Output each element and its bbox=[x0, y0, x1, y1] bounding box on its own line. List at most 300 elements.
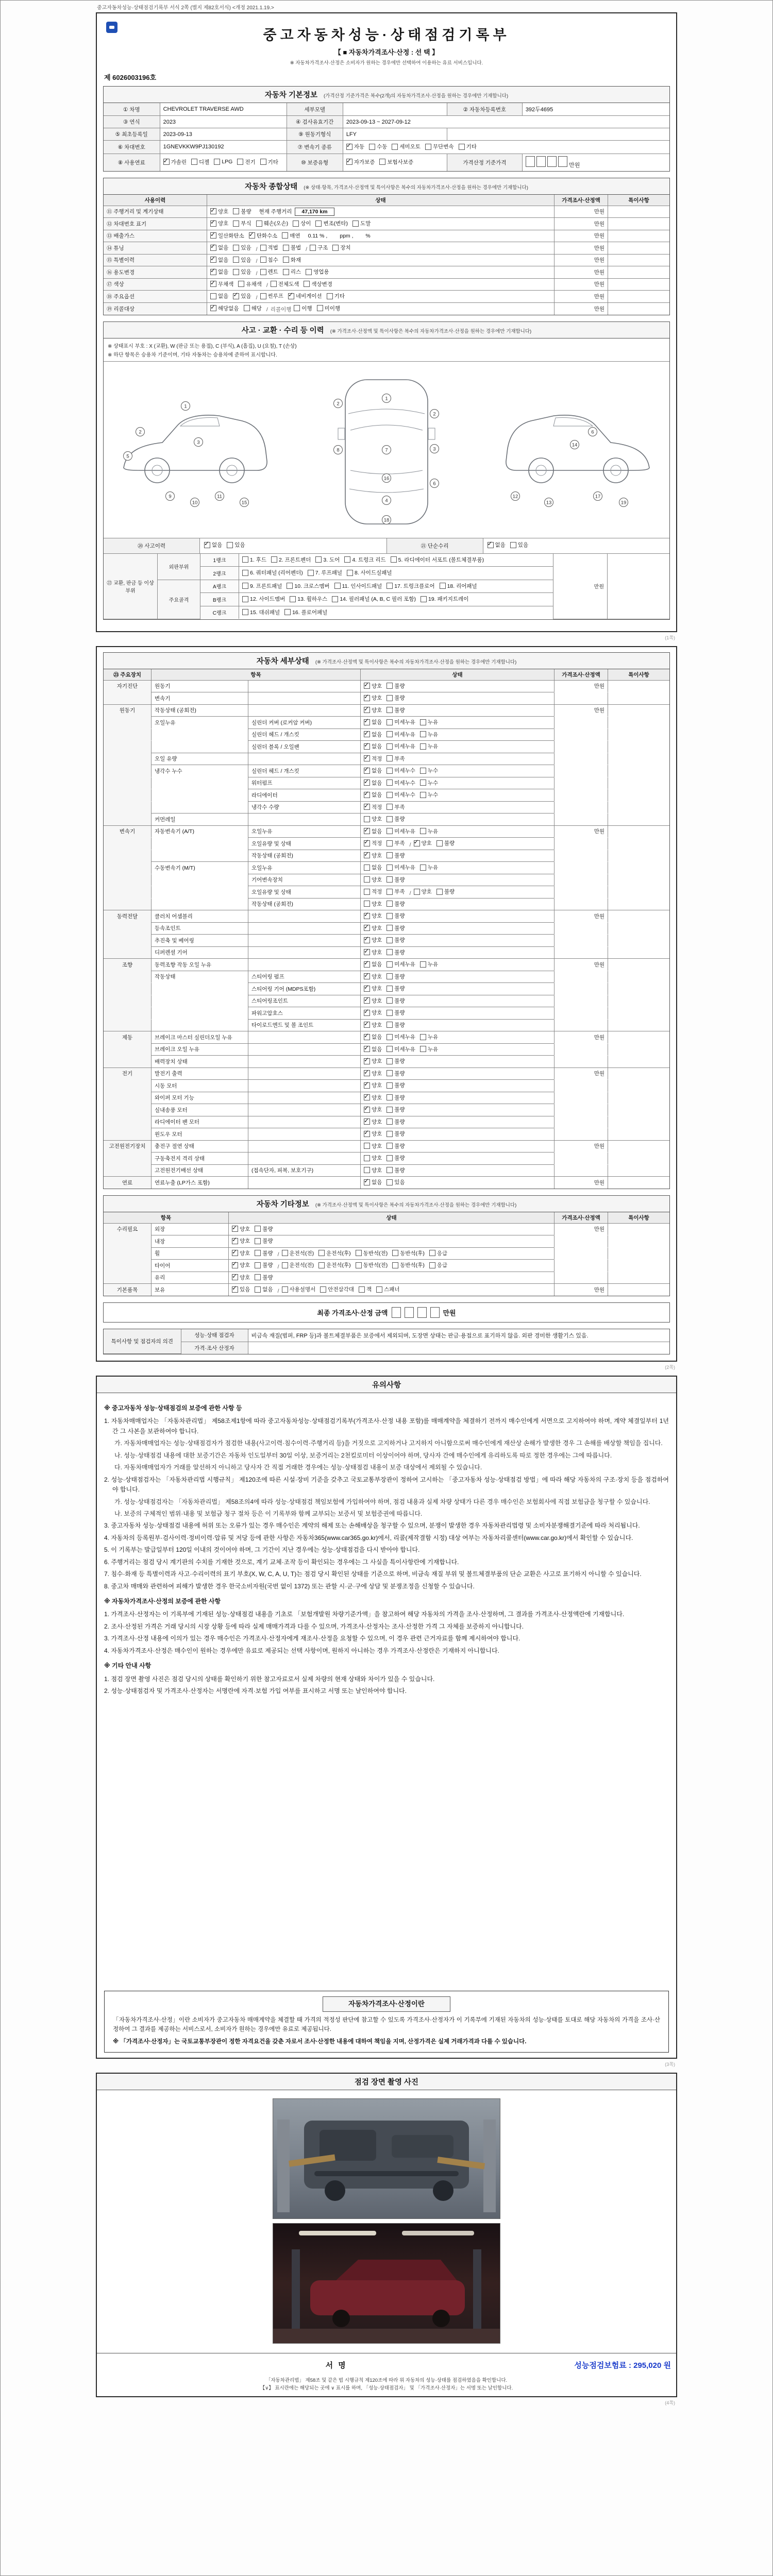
table-row bbox=[104, 861, 669, 874]
checkbox-icon bbox=[364, 1058, 370, 1064]
status-cell bbox=[360, 861, 554, 874]
checkbox-icon bbox=[364, 1131, 370, 1137]
checkbox-option bbox=[386, 1154, 405, 1162]
checkbox-icon bbox=[210, 232, 216, 239]
legend-line: ※ 하단 항목은 승용차 기준이며, 기타 자동차는 승용차에 준하여 표시합니다. bbox=[108, 352, 277, 358]
status-cell bbox=[360, 740, 554, 753]
checkbox-icon bbox=[386, 743, 393, 750]
table-row bbox=[104, 813, 669, 825]
table-row bbox=[104, 266, 669, 278]
remark-cell bbox=[608, 898, 669, 910]
option-label: 누유 bbox=[427, 961, 439, 968]
checkbox-icon bbox=[386, 937, 393, 943]
checkbox-option bbox=[429, 1249, 447, 1257]
checkbox-icon bbox=[282, 1262, 288, 1268]
checkbox-option bbox=[210, 280, 233, 288]
price-digit-box bbox=[430, 1307, 440, 1318]
table-row bbox=[104, 1079, 669, 1092]
option-label: 없음 bbox=[372, 865, 382, 871]
option-label: 있음 bbox=[241, 257, 251, 263]
checkbox-option bbox=[255, 1237, 273, 1245]
option-label: 불량 bbox=[394, 852, 405, 859]
empty-cell bbox=[447, 128, 669, 141]
rank-label: 1랭크 bbox=[200, 554, 239, 567]
price-digit-box bbox=[405, 1307, 414, 1318]
checkbox-option bbox=[334, 582, 382, 590]
part-cell: (접속단자, 피복, 보호기구) bbox=[248, 1164, 360, 1177]
field-label: ② 자동차등록번호 bbox=[447, 103, 522, 116]
column-header: 항목 bbox=[151, 669, 360, 680]
price-cell bbox=[554, 898, 608, 910]
status-cell bbox=[360, 704, 554, 717]
option-label: 6. 쿼터패널 (리어펜더) bbox=[250, 570, 303, 576]
option-label: / bbox=[277, 1263, 279, 1270]
summary-block bbox=[103, 178, 670, 316]
checkbox-icon bbox=[364, 986, 370, 992]
remark-cell bbox=[608, 801, 669, 814]
checkbox-icon bbox=[242, 583, 248, 589]
option-label: / bbox=[256, 294, 258, 301]
device-group-cell bbox=[104, 995, 151, 1007]
insurance-fee bbox=[574, 2360, 671, 2370]
page-title-note: ※ 자동차가격조사·산정은 소비자가 원하는 경우에만 선택하여 이용하는 유료 서비스입니다. bbox=[290, 60, 483, 66]
checkbox-icon bbox=[364, 913, 370, 919]
checkbox-option bbox=[232, 1249, 250, 1257]
table-row bbox=[104, 1247, 669, 1260]
submodel-value bbox=[343, 103, 447, 116]
document-number: 제 6026003196호 bbox=[104, 74, 157, 81]
device-group-cell bbox=[104, 777, 151, 789]
item-cell: 충전구 절연 상태 bbox=[151, 1140, 248, 1153]
checkbox-icon bbox=[386, 1179, 393, 1185]
checkbox-option bbox=[420, 779, 438, 787]
option-label: 없음 bbox=[262, 1286, 273, 1293]
part-cell: 실린더 커버 (로커암 커버) bbox=[248, 716, 360, 728]
checkbox-icon bbox=[320, 1286, 326, 1293]
row-label: ⑯ 용도변경 bbox=[104, 266, 207, 278]
checkbox-option bbox=[315, 219, 348, 227]
price-cell: 만원 bbox=[554, 1067, 608, 1080]
option-label: 없음 bbox=[372, 1179, 382, 1185]
rank-label: C랭크 bbox=[200, 606, 239, 619]
checkbox-option bbox=[304, 280, 332, 288]
checkbox-icon bbox=[386, 1167, 393, 1173]
remark-cell bbox=[608, 1176, 669, 1189]
table-row bbox=[104, 1272, 669, 1284]
price-cell bbox=[554, 728, 608, 741]
checkbox-icon bbox=[232, 1262, 238, 1268]
option-label: 적정 bbox=[372, 840, 382, 846]
status-cell bbox=[207, 266, 554, 278]
option-label: 양호 bbox=[421, 889, 432, 895]
status-cell bbox=[360, 801, 554, 814]
status-cell bbox=[360, 825, 554, 838]
status-cell bbox=[360, 716, 554, 728]
odometer-value: 47,170 km bbox=[295, 208, 334, 216]
checkbox-icon bbox=[421, 596, 427, 602]
checkbox-icon bbox=[244, 305, 250, 311]
remark-cell bbox=[608, 704, 669, 717]
checkbox-icon bbox=[352, 221, 359, 227]
part-cell: 작동상태 (공회전) bbox=[248, 898, 360, 910]
remark-cell bbox=[608, 716, 669, 728]
checkbox-option bbox=[386, 694, 405, 702]
part-cell bbox=[248, 1152, 360, 1164]
checkbox-icon bbox=[364, 683, 370, 689]
device-group-cell bbox=[104, 874, 151, 886]
option-label: 18. 리어패널 bbox=[447, 583, 477, 589]
checkbox-option bbox=[386, 924, 405, 932]
checkbox-icon bbox=[386, 792, 393, 798]
checkbox-icon bbox=[386, 1058, 393, 1064]
checkbox-icon bbox=[364, 731, 370, 737]
checkbox-option bbox=[318, 1261, 351, 1269]
option-label: 화재 bbox=[290, 257, 301, 263]
price-cell bbox=[554, 995, 608, 1007]
checkbox-icon bbox=[386, 986, 393, 992]
checkbox-option bbox=[260, 292, 283, 300]
checkbox-icon bbox=[386, 1155, 393, 1161]
table-row bbox=[104, 128, 669, 141]
svg-text:1: 1 bbox=[385, 396, 388, 402]
photo-undercarriage-art bbox=[273, 2099, 500, 2218]
device-group-cell bbox=[104, 837, 151, 850]
checkbox-option bbox=[256, 246, 258, 252]
option-label: 리스 bbox=[290, 269, 301, 275]
checkbox-option bbox=[356, 1249, 388, 1257]
checkbox-icon bbox=[260, 293, 266, 299]
item-cell: 브레이크 마스터 실린더오일 누유 bbox=[151, 1031, 248, 1043]
checkbox-option bbox=[386, 948, 405, 956]
option-label: 없음 bbox=[212, 542, 223, 548]
simple-repair-label: ㉑ 단순수리 bbox=[386, 538, 483, 553]
price-cell bbox=[554, 753, 608, 765]
notice-line: 3. 가격조사·산정 내용에 이의가 있는 경우 매수인은 가격조사·산정자에게 재조사·산정을 요청할 수 있으며, 이 경우 관련 근거자료를 함께 제시하여야 합니다. bbox=[104, 1635, 520, 1642]
option-label: 있음 bbox=[240, 1286, 250, 1293]
row-label: ⑱ 주요옵션 bbox=[104, 290, 207, 302]
summary-title-text: 자동차 종합상태 bbox=[245, 182, 298, 191]
device-group-cell bbox=[104, 1104, 151, 1116]
column-header: 상태 bbox=[228, 1212, 554, 1223]
price-cell bbox=[554, 850, 608, 862]
option-label: 양호 bbox=[240, 1250, 250, 1257]
checkbox-option bbox=[237, 158, 255, 166]
price-cell: 만원 bbox=[553, 554, 608, 619]
option-label: 불량 bbox=[394, 1070, 405, 1077]
checkbox-option bbox=[364, 900, 382, 908]
checkbox-option bbox=[352, 219, 371, 227]
table-row bbox=[104, 302, 669, 315]
engine-type-value: LFY bbox=[343, 128, 447, 141]
final-price-label: 최종 가격조사·산정 금액 bbox=[317, 1309, 388, 1317]
checkbox-icon bbox=[420, 743, 426, 750]
section-notice bbox=[96, 1376, 677, 2059]
checkbox-option bbox=[436, 888, 455, 895]
checkbox-icon bbox=[210, 257, 216, 263]
checkbox-option bbox=[386, 1142, 405, 1150]
checkbox-option bbox=[364, 1081, 382, 1089]
status-cell bbox=[360, 1092, 554, 1104]
remark-cell bbox=[608, 1067, 669, 1080]
table-row bbox=[104, 825, 669, 838]
status-cell bbox=[207, 278, 554, 291]
price-cell bbox=[554, 740, 608, 753]
remark-cell bbox=[608, 789, 669, 801]
form-reference-line: 중고자동차성능·상태점검기록부 서식 2쪽 (별지 제82호서식) <개정 2021.1.19.> bbox=[97, 5, 274, 11]
status-cell bbox=[360, 922, 554, 935]
item-cell: 보유 bbox=[151, 1283, 228, 1296]
accident-block bbox=[103, 321, 670, 620]
checkbox-icon bbox=[260, 245, 266, 251]
remark-cell bbox=[608, 692, 669, 704]
price-cell bbox=[554, 837, 608, 850]
column-header: 상태 bbox=[207, 195, 554, 206]
option-label: 썬루프 bbox=[267, 293, 283, 299]
remark-cell bbox=[608, 910, 669, 922]
detail-title-text: 자동차 세부상태 bbox=[256, 657, 309, 666]
checkbox-icon bbox=[346, 144, 352, 150]
part-cell bbox=[248, 946, 360, 959]
checkbox-option bbox=[260, 268, 278, 276]
checkbox-option bbox=[238, 280, 261, 288]
table-row bbox=[104, 1019, 669, 1031]
signature-row bbox=[97, 2353, 676, 2375]
page-subtitle: 【 ■ 자동차가격조사·산정 : 선 택 】 bbox=[334, 48, 439, 56]
status-cell bbox=[207, 206, 554, 218]
checkbox-option bbox=[364, 803, 382, 811]
title-block bbox=[103, 19, 670, 70]
device-group-cell: 동력전달 bbox=[104, 910, 151, 922]
misc-title bbox=[104, 1196, 669, 1212]
checkbox-option bbox=[386, 912, 405, 920]
price-cell bbox=[554, 1116, 608, 1128]
remark-cell bbox=[608, 934, 669, 946]
svg-text:2: 2 bbox=[139, 429, 142, 435]
price-cell bbox=[554, 946, 608, 959]
checkbox-option bbox=[210, 219, 228, 227]
option-label: 누수 bbox=[427, 792, 439, 798]
part-cell: 스티어링 펌프 bbox=[248, 971, 360, 983]
definition-title: 자동차가격조사·산정이란 bbox=[323, 1996, 450, 2012]
table-row bbox=[104, 1043, 669, 1056]
table-row bbox=[104, 1342, 669, 1354]
checkbox-option bbox=[364, 960, 382, 968]
remark-cell bbox=[608, 266, 669, 278]
option-label: 양호 bbox=[372, 1022, 382, 1028]
option-label: 1. 후드 bbox=[250, 556, 266, 563]
checkbox-icon bbox=[386, 865, 393, 871]
checkbox-icon bbox=[429, 1262, 435, 1268]
checkbox-option bbox=[386, 997, 405, 1005]
checkbox-icon bbox=[386, 949, 393, 955]
checkbox-icon bbox=[271, 556, 277, 563]
option-label: 매연 bbox=[290, 232, 300, 239]
table-row bbox=[104, 1329, 669, 1342]
field-label: ④ 검사유효기간 bbox=[287, 116, 343, 128]
checkbox-option bbox=[386, 839, 405, 847]
checkbox-icon bbox=[232, 1226, 238, 1232]
option-label: 3. 도어 bbox=[323, 556, 340, 563]
price-cell: 만원 bbox=[554, 217, 608, 230]
inspection-period-value: 2023-09-13 ~ 2027-09-12 bbox=[343, 116, 669, 128]
checkbox-option bbox=[386, 888, 405, 895]
checkbox-option bbox=[364, 924, 382, 932]
checkbox-icon bbox=[420, 1034, 426, 1040]
option-label: 응급 bbox=[436, 1250, 448, 1257]
option-label: 15. 대쉬패널 bbox=[250, 609, 280, 616]
option-label: 운전석(후) bbox=[326, 1250, 351, 1257]
group-cell bbox=[104, 1259, 151, 1272]
device-group-cell bbox=[104, 1152, 151, 1164]
status-cell bbox=[360, 982, 554, 995]
sheet bbox=[96, 1, 677, 2406]
remark-cell bbox=[608, 230, 669, 242]
option-label: 양호 bbox=[218, 221, 229, 227]
checkbox-option bbox=[386, 1057, 405, 1065]
field-label: ⑥ 차대번호 bbox=[104, 141, 160, 154]
option-label: 운전석(후) bbox=[326, 1262, 351, 1268]
appraiser-label: 가격·조사 산정자 bbox=[181, 1342, 248, 1354]
misc-rows bbox=[104, 1223, 669, 1296]
checkbox-icon bbox=[386, 901, 393, 907]
checkbox-icon bbox=[260, 269, 266, 275]
remark-cell bbox=[608, 837, 669, 850]
table-row bbox=[104, 217, 669, 230]
vehicle-name-value: CHEVROLET TRAVERSE AWD bbox=[160, 103, 287, 116]
row-label: ⑲ 리콜대상 bbox=[104, 302, 207, 315]
checkbox-icon bbox=[391, 556, 397, 563]
remark-cell bbox=[608, 242, 669, 254]
price-cell: 만원 bbox=[554, 206, 608, 218]
table-row bbox=[104, 910, 669, 922]
price-cell bbox=[554, 813, 608, 825]
option-label: 침수 bbox=[267, 257, 278, 263]
table-row bbox=[104, 1223, 669, 1235]
remark-cell bbox=[608, 1223, 669, 1235]
photos-title bbox=[97, 2074, 676, 2090]
row-label: ⑰ 색상 bbox=[104, 278, 207, 291]
rank-label: B랭크 bbox=[200, 593, 239, 606]
device-group-cell: 조향 bbox=[104, 958, 151, 971]
checkbox-icon bbox=[386, 1143, 393, 1149]
checkbox-icon bbox=[359, 1286, 365, 1293]
table-row bbox=[104, 946, 669, 959]
notice-line: 나. 성능·상태점검 내용에 대한 보증기간은 자동차 인도일부터 30일 이상, 보증거리는 2천킬로미터 이상이어야 하며, 당사자 간에 매수인에게 유리하도록 따로 정한 경우에는 그에 따릅니다. bbox=[114, 1451, 612, 1459]
checkbox-option bbox=[459, 143, 477, 150]
checkbox-icon bbox=[386, 1094, 393, 1100]
table-row bbox=[104, 1067, 669, 1080]
option-label: 없음 bbox=[372, 792, 382, 798]
checkbox-icon bbox=[459, 144, 465, 150]
confirmation-line: 「자동차관리법」 제58조 및 같은 법 시행규칙 제120조에 따라 위 자동차의 성능·상태를 점검하였음을 확인합니다. bbox=[265, 2378, 508, 2383]
checkbox-icon bbox=[210, 305, 216, 311]
checkbox-option bbox=[332, 244, 350, 251]
option-label: 양호 bbox=[372, 913, 382, 919]
option-label: 없음 bbox=[372, 828, 382, 835]
definition-note: ※ 「가격조사·산정자」는 국토교통부장관이 정한 자격요건을 갖춘 자로서 조사·산정한 내용에 대하여 책임을 지며, 산정가격은 실제 거래가격과 다를 수 있습니다. bbox=[113, 2039, 527, 2045]
notice-line: 1. 점검 장면 촬영 사진은 점검 당시의 상태를 확인하기 위한 참고자료로서 실제 차량의 현재 상태와 차이가 있을 수 있습니다. bbox=[104, 1675, 435, 1683]
checkbox-option bbox=[369, 143, 387, 150]
car-diagram-svg bbox=[108, 365, 665, 535]
option-label: 네비게이션 bbox=[295, 293, 322, 299]
remark-cell bbox=[608, 753, 669, 765]
option-label: 양호 bbox=[372, 1167, 382, 1174]
item-cell: 와이퍼 모터 기능 bbox=[151, 1092, 248, 1104]
checkbox-option bbox=[320, 1285, 354, 1293]
option-label: 양호 bbox=[372, 1094, 382, 1101]
basic-info-table bbox=[104, 103, 669, 171]
device-group-cell bbox=[104, 753, 151, 765]
price-cell bbox=[554, 922, 608, 935]
detail-header bbox=[104, 669, 669, 680]
checkbox-icon bbox=[386, 913, 393, 919]
option-label: 적법 bbox=[267, 245, 278, 251]
checkbox-option bbox=[306, 246, 307, 252]
part-cell: 스티어링조인트 bbox=[248, 995, 360, 1007]
checkbox-option bbox=[420, 731, 438, 738]
item-cell: 디퍼렌셜 기어 bbox=[151, 946, 248, 959]
item-cell: 변속기 bbox=[151, 692, 248, 704]
checkbox-option bbox=[271, 556, 311, 564]
device-group-cell bbox=[104, 716, 151, 728]
checkbox-option bbox=[249, 232, 278, 240]
basic-info-title-text: 자동차 기본정보 bbox=[264, 91, 317, 99]
checkbox-icon bbox=[364, 755, 370, 761]
option-label: 없음 bbox=[218, 269, 229, 275]
price-cell bbox=[554, 1104, 608, 1116]
table-row bbox=[104, 898, 669, 910]
checkbox-icon bbox=[283, 245, 289, 251]
option-label: 기타 bbox=[466, 144, 477, 150]
checkbox-icon bbox=[364, 852, 370, 858]
option-label: 양호 bbox=[372, 949, 382, 956]
inspector-opinion: 비금속 재질(범퍼, FRP 등)과 볼트체결부품은 보증에서 제외되며, 도장면 상태는 판금·용접으로 표기하지 않음. 외판 경미한 생활기스 있음. bbox=[248, 1329, 669, 1342]
misc-note: (※ 가격조사·산정액 및 특이사항은 복수의 자동차가격조사·산정을 원하는 경우에만 기재합니다) bbox=[315, 1202, 517, 1208]
price-appraisal-definition-box bbox=[104, 1991, 669, 2053]
checkbox-option bbox=[255, 1225, 273, 1233]
option-label: 구조 bbox=[317, 245, 328, 251]
photo-lift-art bbox=[273, 2224, 500, 2343]
option-label: 양호 bbox=[372, 1082, 382, 1089]
item-cell bbox=[151, 850, 248, 862]
option-label: 불량 bbox=[394, 1107, 405, 1113]
checkbox-option bbox=[386, 582, 434, 590]
option-label: 불량 bbox=[394, 925, 405, 931]
checkbox-icon bbox=[364, 768, 370, 774]
legend bbox=[104, 338, 669, 362]
checkbox-icon bbox=[369, 144, 375, 150]
table-row bbox=[104, 982, 669, 995]
remark-cell bbox=[608, 1031, 669, 1043]
svg-text:14: 14 bbox=[572, 442, 578, 448]
checkbox-icon bbox=[386, 1022, 393, 1028]
option-label: 불량 bbox=[394, 973, 405, 980]
status-cell bbox=[360, 1152, 554, 1164]
price-cell bbox=[554, 874, 608, 886]
remark-cell bbox=[608, 861, 669, 874]
checkbox-option bbox=[420, 1033, 438, 1041]
item-cell bbox=[151, 1007, 248, 1019]
status-cell bbox=[360, 1140, 554, 1153]
checkbox-icon bbox=[344, 556, 350, 563]
checkbox-option bbox=[332, 595, 416, 603]
option-label: 없음 bbox=[218, 257, 229, 263]
notice-body bbox=[97, 1393, 676, 2058]
table-row bbox=[104, 154, 669, 171]
checkbox-icon bbox=[364, 1107, 370, 1113]
option-label: 부식 bbox=[241, 221, 251, 227]
checkbox-option bbox=[425, 143, 454, 150]
